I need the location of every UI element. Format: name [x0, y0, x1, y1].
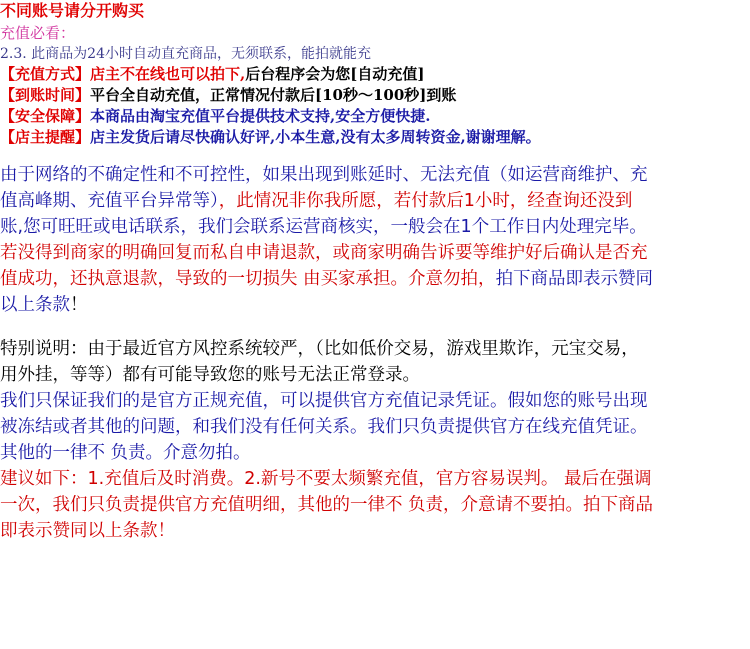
disclaimer-line	[0, 266, 746, 292]
info-row-text-black: 后台程序会为您[自动充值]	[245, 65, 425, 83]
info-row-label: 【安全保障】	[0, 107, 91, 125]
special-note-line: 我们只保证我们的是官方正规充值，可以提供官方充值记录凭证。假如您的账号出现	[0, 391, 648, 411]
special-note-line: 特别说明：由于最近官方风控系统较严，（比如低价交易，游戏里欺诈，元宝交易，	[0, 339, 639, 359]
special-note-paragraph	[0, 336, 746, 466]
disclaimer-text-black: ！	[70, 295, 88, 315]
notice-title: 不同账号请分开购买	[0, 1, 145, 20]
special-note-line: 被冻结或者其他的问题，和我们没有任何关系。我们只负责提供官方在线充值凭证。	[0, 417, 648, 437]
delay-disclaimer-paragraph	[0, 162, 746, 318]
info-row-label: 【店主提醒】	[0, 128, 91, 146]
disclaimer-line	[0, 188, 746, 214]
disclaimer-line: 由于网络的不确定性和不可控性，如果出现到账延时、无法充值（如运营商维护、充	[0, 165, 648, 185]
info-row-recharge-method	[0, 64, 746, 85]
disclaimer-line	[0, 292, 746, 318]
special-note-line: 其他的一律不 负责。介意勿拍。	[0, 443, 251, 463]
info-row-text-blue: 店主发货后请尽快确认好评,小本生意,没有太多周转资金,谢谢理解。	[90, 128, 541, 146]
spacer	[0, 318, 746, 336]
info-row-label: 【充值方式】	[0, 65, 91, 83]
auto-recharge-note: 2.3. 此商品为24小时自动直充商品，无须联系，能拍就能充	[0, 46, 371, 62]
suggestion-line: 一次，我们只负责提供官方充值明细，其他的一律不 负责，介意请不要拍。拍下商品	[0, 495, 654, 515]
disclaimer-text-red: ，此情况非你我所愿，若付款后1小时，经查询还没到	[218, 191, 633, 211]
must-read-label: 充值必看：	[0, 24, 76, 42]
disclaimer-text-red: 值成功，还执意退款，导致的一切损失 由买家承担。介意勿拍，	[0, 269, 496, 289]
disclaimer-text-blue: 值高峰期、充值平台异常等）	[0, 191, 219, 211]
disclaimer-text-blue: 拍下商品即表示赞同	[495, 269, 654, 289]
suggestion-line: 建议如下：1.充值后及时消费。2.新号不要太频繁充值，官方容易误判。 最后在强调	[0, 469, 652, 489]
suggestion-paragraph	[0, 466, 746, 544]
disclaimer-line: 账,您可旺旺或电话联系，我们会联系运营商核实，一般会在1个工作日内处理完毕。	[0, 217, 647, 237]
disclaimer-text-blue: 以上条款	[0, 295, 70, 315]
info-row-arrival-time	[0, 85, 746, 106]
special-note-line: 用外挂，等等）都有可能导致您的账号无法正常登录。	[0, 365, 420, 385]
info-row-text-red: 店主不在线也可以拍下,	[90, 65, 246, 83]
info-row-text-blue: 本商品由淘宝充值平台提供技术支持,安全方便快捷.	[90, 107, 431, 125]
info-row-owner-reminder	[0, 127, 746, 148]
purchase-notice-section	[0, 0, 746, 148]
spacer	[0, 148, 746, 162]
disclaimer-line: 若没得到商家的明确回复而私自申请退款，或商家明确告诉要等维护好后确认是否充	[0, 243, 648, 263]
info-row-label: 【到账时间】	[0, 86, 91, 104]
info-row-text-black: 平台全自动充值，正常情况付款后[10秒～100秒]到账	[90, 86, 457, 104]
info-row-security	[0, 106, 746, 127]
suggestion-line: 即表示赞同以上条款！	[0, 521, 175, 541]
